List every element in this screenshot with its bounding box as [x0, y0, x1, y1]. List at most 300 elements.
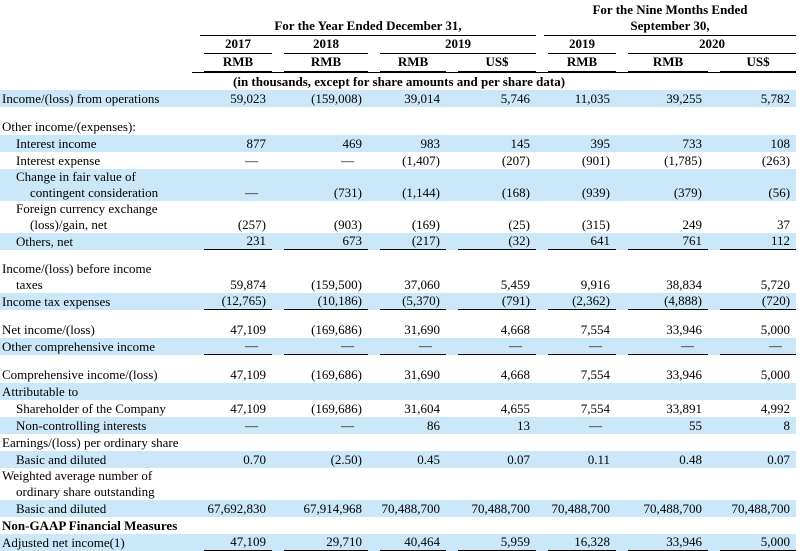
value-text: [284, 484, 368, 500]
value-text: [380, 119, 446, 135]
value-cell: [368, 451, 446, 468]
column-currency-header: US$: [446, 54, 536, 73]
financial-table: [0, 2, 796, 551]
value-cell: [446, 135, 536, 152]
value-cell: [368, 233, 446, 250]
table-row: [0, 400, 796, 417]
value-cell: [368, 169, 446, 201]
value-text: 67,692,830: [207, 501, 266, 516]
row-label: [0, 293, 192, 310]
value-cell: [616, 366, 708, 383]
value-text: —: [380, 338, 446, 355]
value-cell: [446, 400, 536, 417]
row-label: [0, 366, 192, 383]
value-cell: [446, 517, 536, 534]
value-text: [548, 119, 616, 135]
value-cell: [446, 434, 536, 451]
header-spacer: [0, 73, 192, 91]
value-text: [720, 119, 796, 135]
column-year-header: 2019: [536, 36, 616, 54]
value-text: (159,008): [311, 91, 362, 106]
table-row: [0, 261, 796, 293]
value-cell: [192, 90, 272, 107]
value-cell: [272, 400, 368, 417]
value-text: 983: [420, 136, 440, 151]
row-label-line: Interest income: [16, 136, 97, 151]
value-text: (159,500): [311, 277, 362, 292]
value-cell: [192, 383, 272, 400]
value-cell: [368, 417, 446, 434]
value-text: 0.48: [679, 452, 702, 467]
value-text: —: [204, 338, 272, 355]
value-text: —: [720, 338, 796, 355]
value-cell: [708, 90, 796, 107]
value-cell: [708, 152, 796, 169]
value-text: (257): [237, 217, 266, 232]
value-cell: [368, 366, 446, 383]
value-cell: [272, 383, 368, 400]
value-cell: [536, 400, 616, 417]
row-label: [0, 152, 192, 169]
value-cell: [192, 321, 272, 338]
value-text: 39,014: [404, 91, 440, 106]
value-cell: [616, 338, 708, 355]
value-text: 8: [783, 418, 791, 433]
value-text: 31,690: [404, 367, 440, 382]
row-label: [0, 118, 192, 135]
value-cell: [368, 293, 446, 310]
value-text: 395: [590, 136, 610, 151]
value-cell: [616, 233, 708, 250]
value-text: 145: [510, 136, 530, 151]
row-label: [0, 261, 192, 293]
value-text: (10,186): [284, 293, 368, 310]
table-row: [0, 201, 796, 233]
value-text: 70,488,700: [381, 501, 440, 516]
table-body: [0, 90, 796, 551]
value-text: 33,946: [628, 534, 708, 551]
table-row: [0, 338, 796, 355]
column-year-header: 2019: [368, 36, 536, 54]
value-cell: [368, 468, 446, 500]
value-cell: [192, 451, 272, 468]
value-text: [284, 119, 368, 135]
column-year-header: 2018: [272, 36, 368, 54]
value-text: (315): [581, 217, 610, 232]
row-label: [0, 417, 192, 434]
value-text: [720, 435, 796, 451]
row-label-line: Basic and diluted: [16, 452, 107, 467]
value-text: [458, 484, 536, 500]
value-cell: [192, 534, 272, 551]
value-cell: [446, 383, 536, 400]
value-text: 5,720: [760, 277, 791, 292]
value-text: [720, 518, 796, 534]
value-cell: [616, 434, 708, 451]
value-text: [628, 435, 708, 451]
value-cell: [272, 118, 368, 135]
value-text: (263): [761, 153, 791, 168]
column-currency-header: RMB: [192, 54, 272, 73]
value-cell: [708, 135, 796, 152]
value-text: 641: [548, 233, 616, 250]
value-text: [720, 384, 796, 400]
spacer-row: [0, 355, 796, 366]
value-cell: [708, 169, 796, 201]
value-text: (731): [333, 185, 362, 200]
value-cell: [536, 233, 616, 250]
value-cell: [708, 534, 796, 551]
value-text: 33,946: [666, 367, 702, 382]
value-cell: [368, 400, 446, 417]
year-ended-header: [192, 18, 536, 36]
row-label-line: Net income/(loss): [2, 322, 95, 337]
value-text: (169,686): [311, 367, 362, 382]
value-text: 5,000: [720, 534, 796, 551]
spacer-cell: [0, 250, 796, 261]
row-label-line: Change in fair value of: [16, 169, 136, 184]
value-text: 31,604: [404, 401, 440, 416]
value-text: (32): [458, 233, 536, 250]
row-label: [0, 233, 192, 250]
value-text: 877: [246, 136, 266, 151]
value-cell: [368, 152, 446, 169]
value-text: 4,668: [500, 367, 530, 382]
value-text: (217): [380, 233, 446, 250]
row-label-line: (loss)/gain, net: [30, 217, 108, 232]
value-cell: [708, 500, 796, 517]
value-cell: [272, 90, 368, 107]
value-text: (5,370): [380, 293, 446, 310]
value-cell: [368, 338, 446, 355]
value-text: 13: [517, 418, 530, 433]
value-text: (2.50): [330, 452, 362, 467]
value-cell: [616, 293, 708, 310]
value-text: (939): [581, 185, 610, 200]
value-cell: [272, 417, 368, 434]
value-cell: [616, 517, 708, 534]
value-cell: [536, 383, 616, 400]
table-row: [0, 366, 796, 383]
table-row: [0, 90, 796, 107]
row-label-line: Non-GAAP Financial Measures: [2, 518, 178, 533]
nine-months-header-line1: For the Nine Months Ended: [592, 2, 748, 17]
value-text: 0.11: [587, 452, 610, 467]
value-cell: [192, 233, 272, 250]
units-note: (in thousands, except for share amounts and per share data): [233, 74, 566, 89]
value-cell: [368, 534, 446, 551]
row-label: [0, 517, 192, 534]
value-cell: [536, 451, 616, 468]
value-cell: [272, 434, 368, 451]
header-spacer: [0, 54, 192, 73]
column-currency-header: RMB: [368, 54, 446, 73]
value-cell: [616, 261, 708, 293]
column-currency-header: RMB: [272, 54, 368, 73]
spacer-cell: [0, 107, 796, 118]
value-text: 70,488,700: [551, 501, 610, 516]
value-cell: [616, 534, 708, 551]
row-label-line: Adjusted net income(1): [2, 535, 125, 550]
value-cell: [708, 293, 796, 310]
value-text: [458, 384, 536, 400]
row-label-line: Non-controlling interests: [16, 418, 147, 433]
row-label: [0, 321, 192, 338]
value-cell: [192, 261, 272, 293]
value-text: 5,000: [760, 322, 791, 337]
value-text: —: [548, 338, 616, 355]
value-cell: [708, 400, 796, 417]
table-row: [0, 169, 796, 201]
value-text: —: [589, 418, 602, 433]
row-label: [0, 500, 192, 517]
group-header-row-2: [0, 18, 796, 36]
value-cell: [272, 338, 368, 355]
value-cell: [446, 500, 536, 517]
value-text: (169,686): [311, 401, 362, 416]
spacer-row: [0, 310, 796, 321]
value-text: 9,916: [580, 277, 610, 292]
value-text: 108: [770, 136, 791, 151]
value-cell: [616, 90, 708, 107]
value-text: 70,488,700: [731, 501, 791, 516]
value-text: (379): [673, 185, 702, 200]
value-cell: [446, 451, 536, 468]
value-cell: [192, 434, 272, 451]
value-cell: [446, 169, 536, 201]
value-cell: [272, 321, 368, 338]
table-row: [0, 383, 796, 400]
value-cell: [368, 135, 446, 152]
value-cell: [368, 90, 446, 107]
value-text: (791): [458, 293, 536, 310]
row-label: [0, 468, 192, 500]
value-cell: [616, 500, 708, 517]
value-text: (720): [720, 293, 796, 310]
value-cell: [536, 338, 616, 355]
value-cell: [272, 451, 368, 468]
value-cell: [708, 468, 796, 500]
spacer-row: [0, 250, 796, 261]
value-cell: [446, 338, 536, 355]
value-cell: [272, 152, 368, 169]
column-currency-header: RMB: [536, 54, 616, 73]
value-text: (207): [501, 153, 530, 168]
value-cell: [446, 417, 536, 434]
header-spacer: [0, 2, 192, 18]
value-text: [284, 518, 368, 534]
value-text: (2,362): [548, 293, 616, 310]
value-cell: [536, 434, 616, 451]
value-text: (169): [411, 217, 440, 232]
value-text: 0.07: [767, 452, 791, 467]
value-cell: [616, 169, 708, 201]
value-text: 47,109: [230, 401, 266, 416]
header-spacer: [0, 36, 192, 54]
row-label-line: Income tax expenses: [2, 294, 111, 309]
row-label: [0, 383, 192, 400]
value-text: (1,785): [664, 153, 702, 168]
value-cell: [272, 500, 368, 517]
value-cell: [616, 383, 708, 400]
value-text: [548, 435, 616, 451]
value-text: 7,554: [580, 367, 610, 382]
value-text: 40,464: [380, 534, 446, 551]
value-text: (1,144): [402, 185, 440, 200]
value-cell: [616, 118, 708, 135]
value-text: [628, 384, 708, 400]
header-spacer: [192, 2, 536, 18]
row-label: [0, 169, 192, 201]
value-text: [720, 484, 796, 500]
value-text: [548, 384, 616, 400]
value-text: 5,959: [458, 534, 536, 551]
row-label-line: Income/(loss) from operations: [2, 91, 160, 106]
value-text: —: [245, 153, 258, 168]
value-cell: [536, 517, 616, 534]
value-text: [204, 384, 272, 400]
value-cell: [368, 383, 446, 400]
value-text: [548, 484, 616, 500]
value-text: 112: [720, 233, 796, 250]
value-text: [204, 435, 272, 451]
value-text: 70,488,700: [643, 501, 702, 516]
value-cell: [708, 321, 796, 338]
row-label-line: Basic and diluted: [16, 501, 107, 516]
value-text: [204, 484, 272, 500]
table-row: [0, 434, 796, 451]
value-cell: [708, 118, 796, 135]
value-cell: [272, 201, 368, 233]
table-row: [0, 517, 796, 534]
value-cell: [616, 321, 708, 338]
row-label-line: Others, net: [16, 234, 74, 249]
year-ended-header-text: For the Year Ended December 31,: [200, 18, 536, 36]
value-cell: [446, 118, 536, 135]
value-cell: [708, 517, 796, 534]
value-text: 70,488,700: [471, 501, 530, 516]
row-label: [0, 338, 192, 355]
row-label-line: contingent consideration: [30, 185, 159, 200]
value-text: 33,946: [666, 322, 702, 337]
value-text: 37,060: [404, 277, 440, 292]
value-cell: [446, 90, 536, 107]
value-cell: [192, 468, 272, 500]
value-text: (903): [333, 217, 362, 232]
table-row: [0, 118, 796, 135]
table-row: [0, 500, 796, 517]
value-text: [628, 518, 708, 534]
value-cell: [272, 534, 368, 551]
value-text: 16,328: [548, 534, 616, 551]
value-text: —: [341, 153, 354, 168]
value-text: (169,686): [311, 322, 362, 337]
value-text: 59,023: [230, 91, 266, 106]
value-cell: [368, 500, 446, 517]
header-spacer: [0, 18, 192, 36]
value-cell: [446, 233, 536, 250]
value-cell: [192, 169, 272, 201]
value-text: 249: [682, 217, 702, 232]
row-label-line: ordinary share outstanding: [16, 484, 155, 499]
value-text: —: [284, 338, 368, 355]
row-label: [0, 201, 192, 233]
row-label: [0, 135, 192, 152]
value-cell: [708, 417, 796, 434]
value-cell: [446, 293, 536, 310]
value-cell: [536, 500, 616, 517]
value-cell: [536, 201, 616, 233]
value-text: (12,765): [204, 293, 272, 310]
value-cell: [536, 366, 616, 383]
value-cell: [446, 366, 536, 383]
table-row: [0, 534, 796, 551]
value-cell: [272, 169, 368, 201]
table-row: [0, 468, 796, 500]
value-cell: [446, 321, 536, 338]
value-text: 47,109: [230, 367, 266, 382]
column-year-header: 2017: [192, 36, 272, 54]
spacer-cell: [0, 310, 796, 321]
value-text: 469: [342, 136, 362, 151]
value-cell: [536, 261, 616, 293]
value-text: [380, 384, 446, 400]
value-text: 0.07: [507, 452, 530, 467]
value-cell: [708, 383, 796, 400]
value-text: 5,746: [500, 91, 530, 106]
value-cell: [192, 500, 272, 517]
row-label-line: Attributable to: [2, 384, 79, 399]
value-text: (25): [508, 217, 530, 232]
value-text: [548, 518, 616, 534]
row-label: [0, 434, 192, 451]
row-label-line: Weighted average number of: [2, 468, 153, 483]
value-text: [204, 119, 272, 135]
value-text: [284, 435, 368, 451]
value-text: 733: [682, 136, 702, 151]
row-label-line: Foreign currency exchange: [16, 201, 158, 216]
column-year-header: 2020: [616, 36, 796, 54]
row-label-line: Interest expense: [16, 153, 101, 168]
value-cell: [446, 261, 536, 293]
value-text: (901): [581, 153, 610, 168]
value-text: 4,992: [760, 401, 791, 416]
value-text: (1,407): [402, 153, 440, 168]
table-row: [0, 233, 796, 250]
value-text: —: [245, 418, 258, 433]
value-text: 33,891: [666, 401, 702, 416]
row-label-line: Other income/(expenses):: [2, 119, 136, 134]
value-text: 7,554: [580, 401, 610, 416]
value-cell: [272, 261, 368, 293]
value-cell: [272, 468, 368, 500]
value-text: 67,914,968: [303, 501, 362, 516]
value-text: 4,655: [500, 401, 530, 416]
value-cell: [708, 366, 796, 383]
nine-months-header-line2: September 30,: [544, 18, 796, 36]
value-text: 47,109: [230, 322, 266, 337]
value-cell: [616, 417, 708, 434]
value-cell: [192, 517, 272, 534]
value-text: [458, 435, 536, 451]
value-text: —: [458, 338, 536, 355]
value-cell: [616, 201, 708, 233]
value-cell: [536, 293, 616, 310]
value-cell: [368, 118, 446, 135]
value-text: [628, 119, 708, 135]
value-text: 5,000: [760, 367, 791, 382]
row-label-line: Shareholder of the Company: [16, 401, 166, 416]
